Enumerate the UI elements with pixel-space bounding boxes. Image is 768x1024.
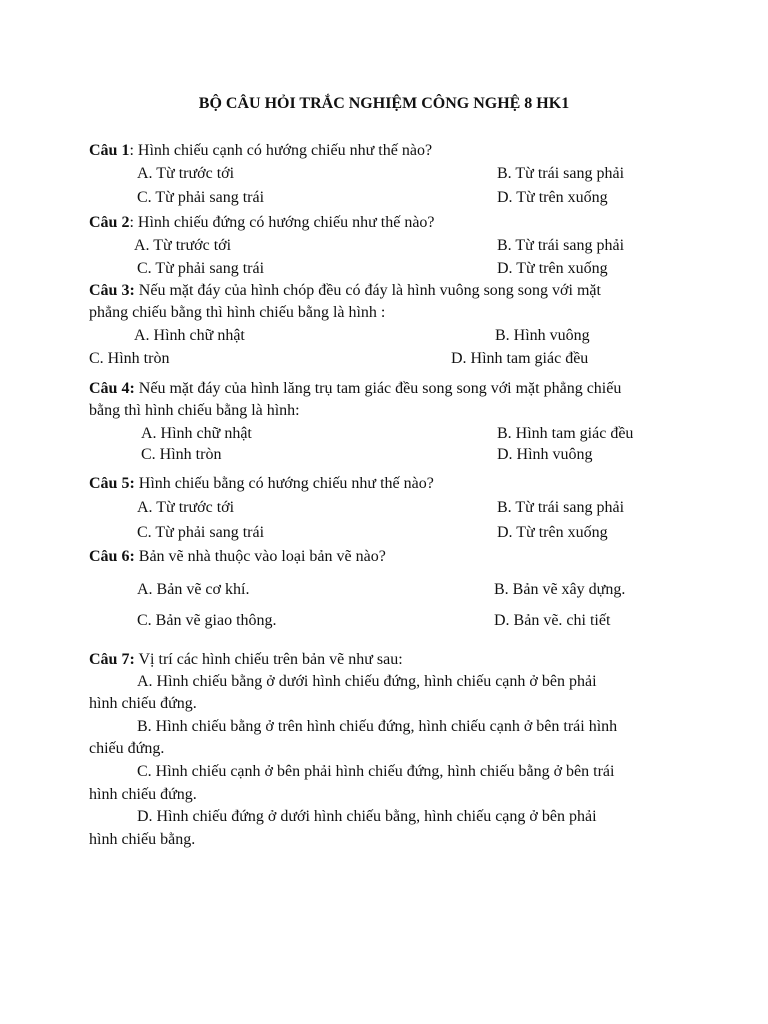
question-6-option-b[interactable]: B. Bản vẽ xây dựng.	[494, 581, 626, 598]
question-4-text-line-2: bằng thì hình chiếu bằng là hình:	[89, 402, 300, 419]
question-3-option-d[interactable]: D. Hình tam giác đều	[451, 350, 589, 367]
question-7-option-d-continued[interactable]: hình chiếu bằng.	[89, 831, 196, 848]
question-4-text-line-1: Nếu mặt đáy của hình lăng trụ tam giác đều song song với mặt phẳng chiếu	[134, 380, 622, 397]
question-6	[89, 546, 689, 568]
question-5-option-b[interactable]: B. Từ trái sang phải	[497, 499, 625, 516]
question-1	[89, 140, 689, 162]
question-1-number: Câu 1	[89, 142, 130, 159]
question-5-text: Hình chiếu bằng có hướng chiếu như thế nào?	[134, 475, 434, 492]
question-3-number: Câu 3:	[89, 282, 135, 299]
question-5-option-c[interactable]: C. Từ phải sang trái	[137, 524, 265, 541]
question-6-option-a[interactable]: A. Bản vẽ cơ khí.	[137, 581, 250, 598]
question-4-option-c[interactable]: C. Hình tròn	[141, 446, 222, 463]
question-3-text-line-2: phẳng chiếu bằng thì hình chiếu bằng là hình :	[89, 304, 386, 321]
question-7-option-a-continued[interactable]: hình chiếu đứng.	[89, 695, 197, 712]
question-5-number: Câu 5:	[89, 475, 135, 492]
question-7-option-b[interactable]: B. Hình chiếu bằng ở trên hình chiếu đứng, hình chiếu cạnh ở bên trái hình	[137, 718, 618, 735]
question-6-text: Bản vẽ nhà thuộc vào loại bản vẽ nào?	[134, 548, 386, 565]
question-3-option-c[interactable]: C. Hình tròn	[89, 350, 170, 367]
question-7-number: Câu 7:	[89, 651, 135, 668]
question-2-text: : Hình chiếu đứng có hướng chiếu như thế nào?	[129, 214, 435, 231]
question-7-option-c[interactable]: C. Hình chiếu cạnh ở bên phải hình chiếu đứng, hình chiếu bằng ở bên trái	[137, 763, 615, 780]
question-2-number: Câu 2	[89, 214, 130, 231]
document-title: BỘ CÂU HỎI TRẮC NGHIỆM CÔNG NGHỆ 8 HK1	[198, 95, 570, 112]
question-2-option-b[interactable]: B. Từ trái sang phải	[497, 237, 625, 254]
question-7-option-a[interactable]: A. Hình chiếu bằng ở dưới hình chiếu đứng, hình chiếu cạnh ở bên phải	[137, 673, 597, 690]
question-4-option-b[interactable]: B. Hình tam giác đều	[497, 425, 634, 442]
question-1-option-b[interactable]: B. Từ trái sang phải	[497, 165, 625, 182]
question-7-option-c-continued[interactable]: hình chiếu đứng.	[89, 786, 197, 803]
question-7-option-d[interactable]: D. Hình chiếu đứng ở dưới hình chiếu bằng, hình chiếu cạng ở bên phải	[137, 808, 597, 825]
question-7-text: Vị trí các hình chiếu trên bản vẽ như sau:	[134, 651, 403, 668]
question-5	[89, 473, 689, 495]
question-7-option-b-continued[interactable]: chiếu đứng.	[89, 740, 165, 757]
question-1-text: : Hình chiếu cạnh có hướng chiếu như thế nào?	[129, 142, 433, 159]
question-5-option-a[interactable]: A. Từ trước tới	[137, 499, 235, 516]
question-1-option-d[interactable]: D. Từ trên xuống	[497, 189, 608, 206]
question-4-number: Câu 4:	[89, 380, 135, 397]
question-5-option-d[interactable]: D. Từ trên xuống	[497, 524, 608, 541]
question-3	[89, 280, 689, 302]
question-6-option-c[interactable]: C. Bản vẽ giao thông.	[137, 612, 277, 629]
question-2-option-c[interactable]: C. Từ phải sang trái	[137, 260, 265, 277]
question-3-option-b[interactable]: B. Hình vuông	[495, 327, 590, 344]
question-2-option-a[interactable]: A. Từ trước tới	[134, 237, 232, 254]
question-6-number: Câu 6:	[89, 548, 135, 565]
question-7	[89, 649, 689, 671]
question-3-text-line-1: Nếu mặt đáy của hình chóp đều có đáy là hình vuông song song với mặt	[134, 282, 601, 299]
question-4-option-a[interactable]: A. Hình chữ nhật	[141, 425, 252, 442]
question-2-option-d[interactable]: D. Từ trên xuống	[497, 260, 608, 277]
question-1-option-a[interactable]: A. Từ trước tới	[137, 165, 235, 182]
question-4	[89, 378, 689, 400]
question-4-option-d[interactable]: D. Hình vuông	[497, 446, 593, 463]
question-6-option-d[interactable]: D. Bản vẽ. chi tiết	[494, 612, 611, 629]
question-3-option-a[interactable]: A. Hình chữ nhật	[134, 327, 245, 344]
question-1-option-c[interactable]: C. Từ phải sang trái	[137, 189, 265, 206]
question-2	[89, 212, 689, 234]
